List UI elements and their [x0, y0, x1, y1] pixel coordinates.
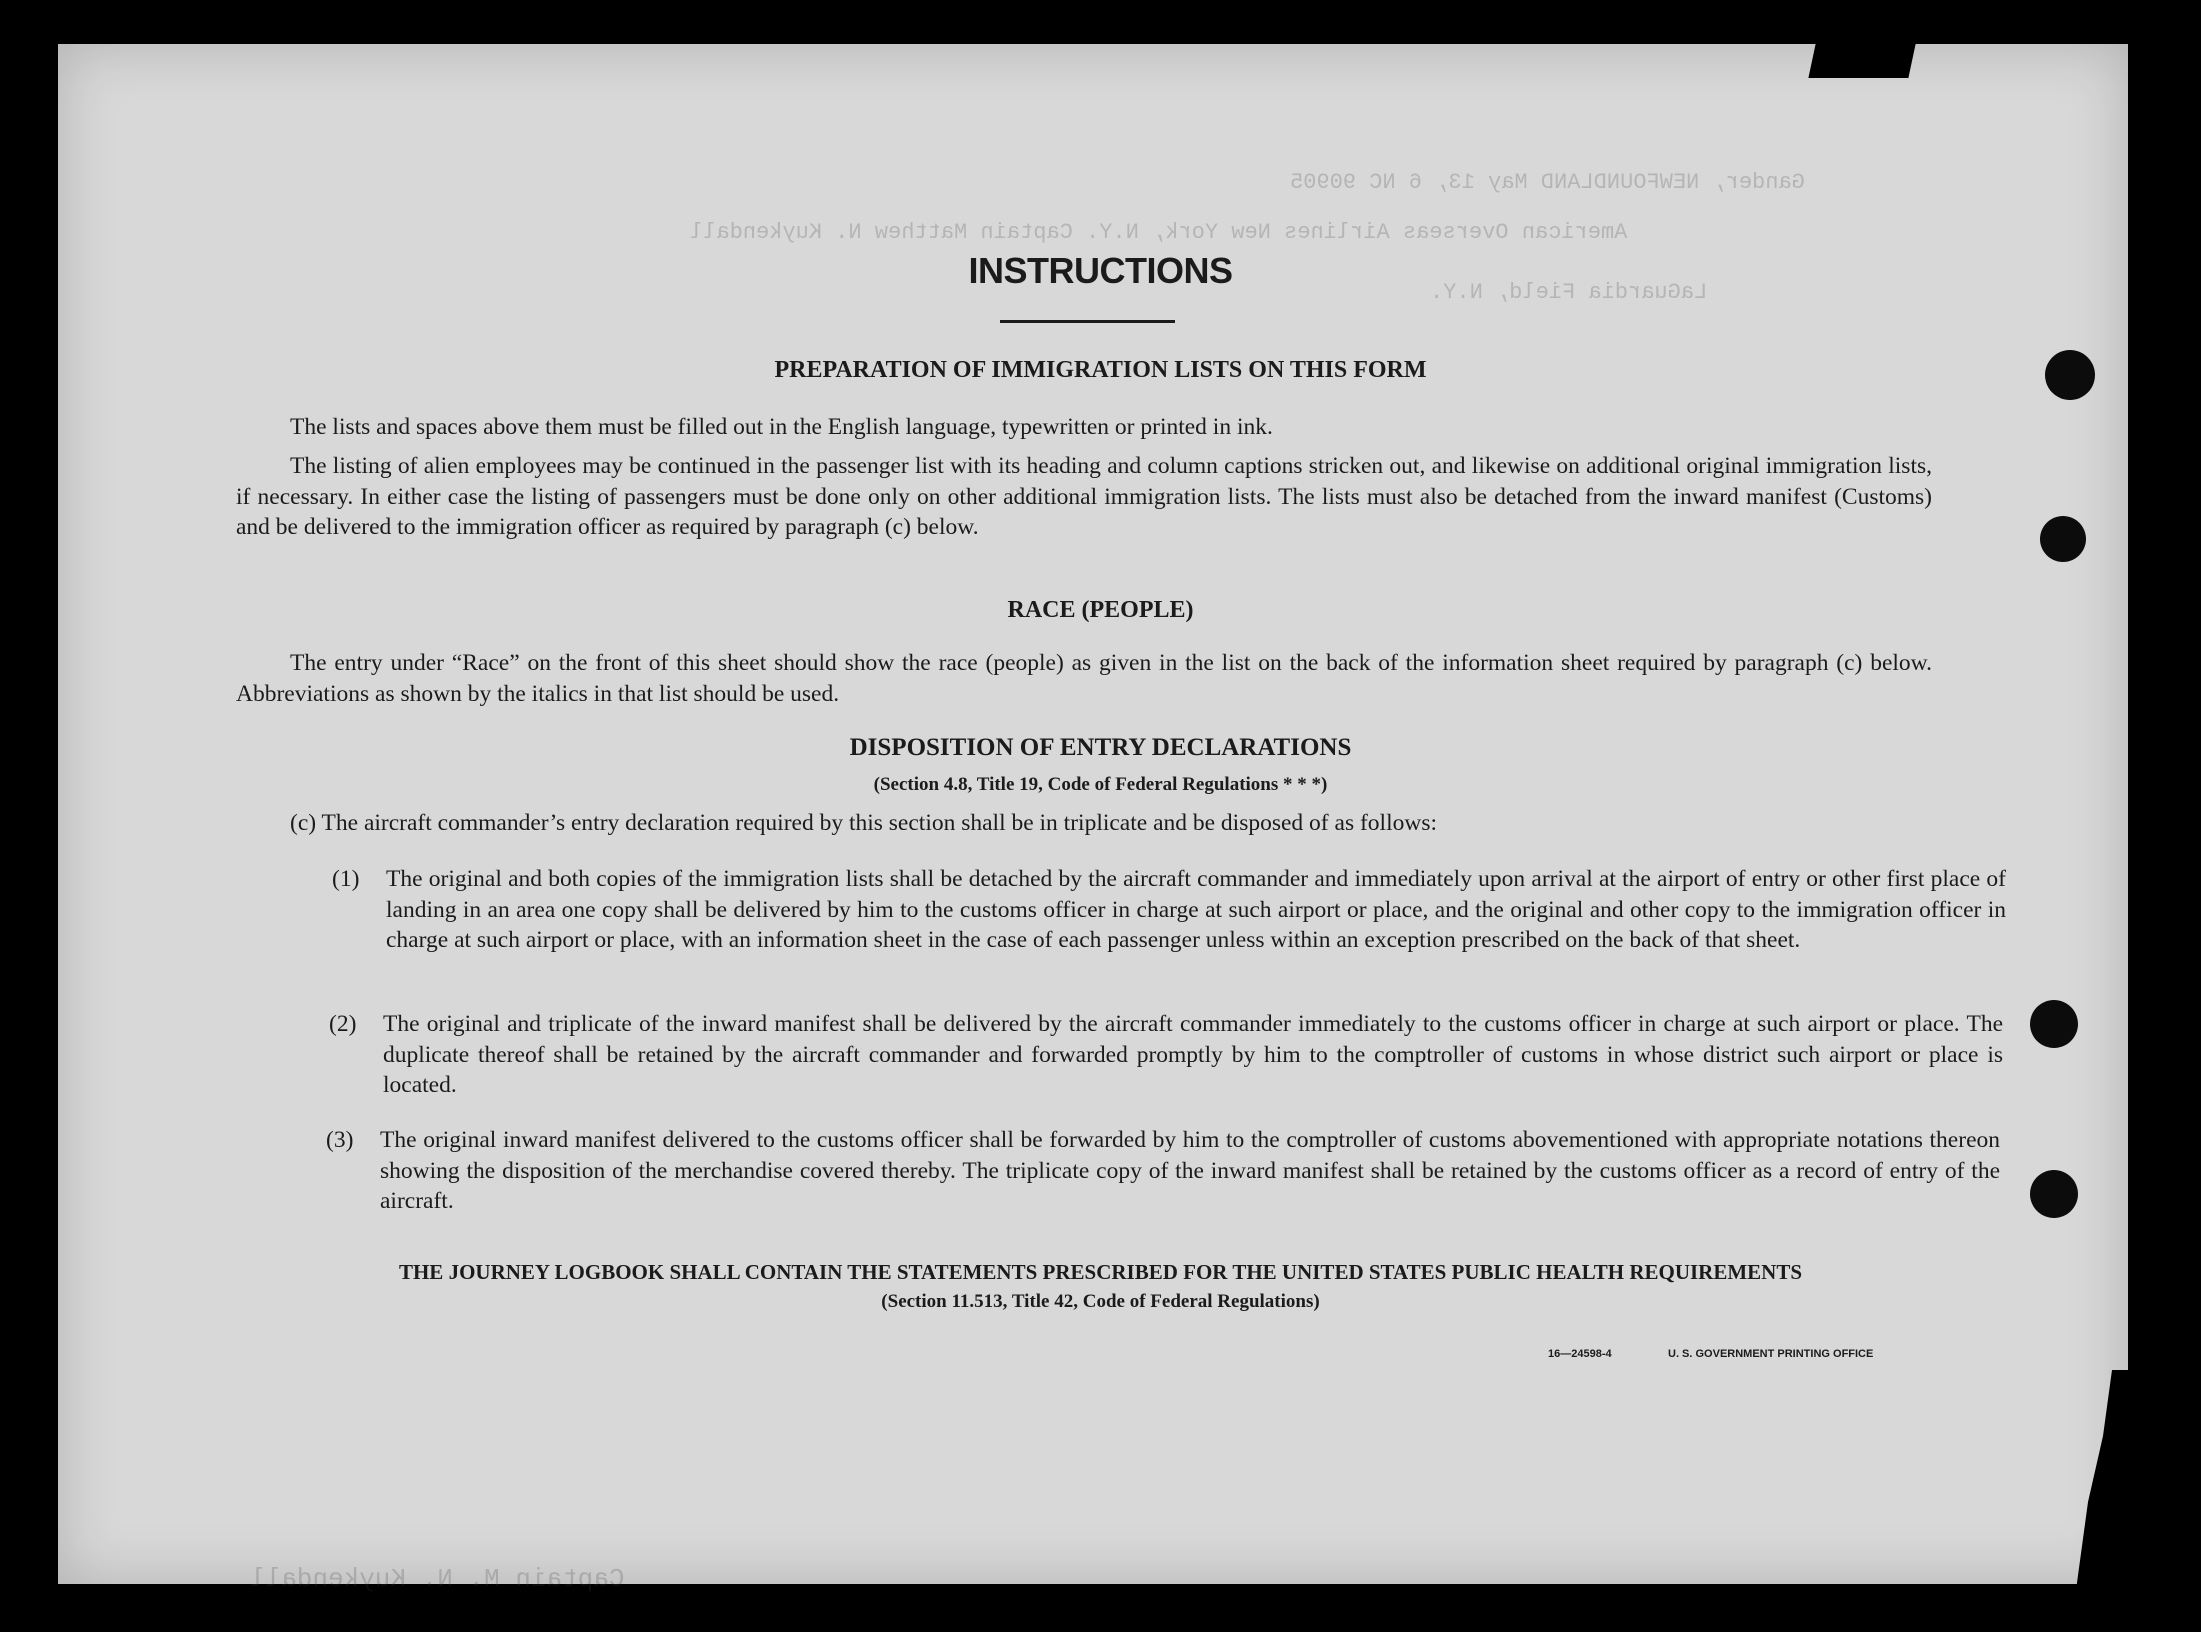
disposition-intro: (c) The aircraft commander’s entry declaration required by this section shall be in triplicate and be disposed of as follows: [290, 810, 1437, 836]
bleed-through-line: American Overseas Airlines New York, N.Y. Captain Matthew N. Kuykendall [690, 220, 1628, 245]
list-item [329, 1009, 2003, 1101]
immigration-heading: PREPARATION OF IMMIGRATION LISTS ON THIS FORM [774, 357, 1427, 383]
race-heading: RACE (PEOPLE) [1007, 597, 1194, 623]
bleed-through-line: Gander, NEWFOUNDLAND May 13, 6 NC 90905 [1290, 170, 1805, 195]
title-underline [1000, 320, 1175, 323]
paragraph: The lists and spaces above them must be filled out in the English language, typewritten or printed in ink. [290, 414, 1273, 440]
page-title: INSTRUCTIONS [968, 250, 1233, 291]
list-item-number: (3) [326, 1127, 354, 1153]
disposition-citation: (Section 4.8, Title 19, Code of Federal Regulations * * *) [873, 774, 1328, 795]
list-item-text: The original inward manifest delivered to the customs officer shall be forwarded by him to the comptroller of customs abovementioned with appropriate notations thereon showing the disposition of the merchandise covered thereby. The triplicate copy of the inward manifest shall be retained by the customs officer as a record of entry of the aircraft. [380, 1127, 2000, 1214]
form-number: 16—24598-4 [1548, 1348, 1612, 1360]
list-item-text: The original and triplicate of the inward manifest shall be delivered by the aircraft commander immediately to the customs officer in charge at such airport or place. The duplicate thereof shall be retained by the aircraft commander and forwarded promptly by him to the comptroller of customs in whose district such airport or place is located. [383, 1011, 2003, 1098]
list-item-number: (2) [329, 1011, 357, 1037]
health-requirements-statement: THE JOURNEY LOGBOOK SHALL CONTAIN THE STATEMENTS PRESCRIBED FOR THE UNITED STATES PUBLIC HEALTH REQUIREMENTS [398, 1260, 1803, 1284]
printer-imprint: U. S. GOVERNMENT PRINTING OFFICE [1668, 1348, 1874, 1360]
health-requirements-citation: (Section 11.513, Title 42, Code of Federal Regulations) [881, 1291, 1320, 1312]
paragraph: The listing of alien employees may be continued in the passenger list with its heading and column captions stricken out, and likewise on additional original immigration lists, if necessary. In either case the listing of passengers must be done only on other additional immigration lists. The lists must also be detached from the inward manifest (Customs) and be delivered to the immigration officer as required by paragraph (c) below. [236, 453, 1932, 540]
bleed-through-signature: Captain M. N. Kuykendall [250, 1564, 625, 1594]
list-item [332, 864, 2006, 956]
disposition-heading: DISPOSITION OF ENTRY DECLARATIONS [849, 734, 1352, 761]
list-item [326, 1125, 2000, 1217]
list-item-number: (1) [332, 866, 360, 892]
list-item-text: The original and both copies of the immigration lists shall be detached by the aircraft commander and immediately upon arrival at the airport of entry or other first place of landing in an area one copy shall be delivered by him to the customs officer in charge at such airport or place, and the original and other copy to the immigration officer in charge at such airport or place, with an information sheet in the case of each passenger unless within an exception prescribed on the back of that sheet. [386, 866, 2006, 953]
bleed-through-line: LaGuardia Field, N.Y. [1430, 280, 1708, 305]
paragraph: The entry under “Race” on the front of this sheet should show the race (people) as given in the list on the back of the information sheet required by paragraph (c) below. Abbreviations as shown by the italics in that list should be used. [236, 650, 1932, 707]
